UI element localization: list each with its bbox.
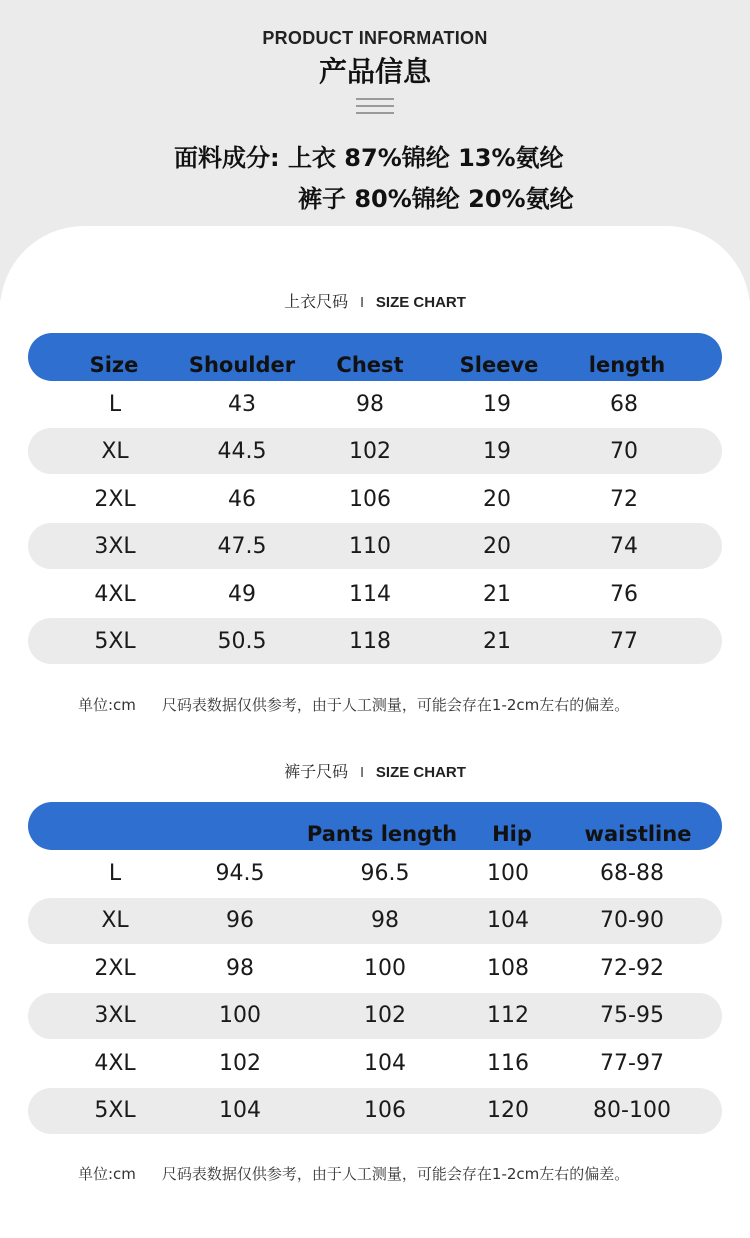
table-cell: 80-100 — [593, 1098, 671, 1123]
pants-title-en: SIZE CHART — [375, 764, 466, 781]
table-cell: 116 — [487, 1051, 529, 1076]
table-cell: 20 — [483, 534, 511, 559]
table-cell: 77 — [610, 629, 638, 654]
table-cell: 106 — [364, 1098, 406, 1123]
table-cell: 4XL — [94, 582, 136, 607]
table-cell: 5XL — [94, 1098, 136, 1123]
table-cell: 19 — [483, 392, 511, 417]
table-cell: L — [108, 392, 122, 417]
table-cell: 44.5 — [217, 439, 267, 464]
table-cell: 120 — [487, 1098, 529, 1123]
table-cell: 68 — [610, 392, 638, 417]
table-cell: 47.5 — [217, 534, 267, 559]
header-length: length — [588, 353, 666, 377]
table-cell: 3XL — [94, 534, 136, 559]
header-shoulder: Shoulder — [188, 353, 296, 377]
table-cell: 112 — [487, 1003, 529, 1028]
table-cell: 98 — [356, 392, 384, 417]
table-cell: 100 — [487, 861, 529, 886]
table-cell: XL — [101, 439, 129, 464]
table-cell: 21 — [483, 629, 511, 654]
table-cell: 118 — [349, 629, 391, 654]
title-cn: 产品信息 — [318, 55, 431, 88]
table-cell: 68-88 — [600, 861, 664, 886]
table-cell: 5XL — [94, 629, 136, 654]
table-cell: 72 — [610, 487, 638, 512]
table-cell: 104 — [219, 1098, 261, 1123]
table-cell: 102 — [364, 1003, 406, 1028]
measurement-note — [78, 1163, 629, 1184]
table-cell: 102 — [349, 439, 391, 464]
top-title-cn: 上衣尺码 — [284, 292, 349, 311]
table-cell: 19 — [483, 439, 511, 464]
table-cell: 94.5 — [215, 861, 265, 886]
note-unit: 单位:cm — [78, 696, 136, 714]
header-chest: Chest — [336, 353, 404, 377]
note-unit: 单位:cm — [78, 1165, 136, 1183]
fabric-line-pants: 裤子 80%锦纶 20%氨纶 — [298, 185, 574, 213]
table-cell: 2XL — [94, 956, 136, 981]
table-cell: 43 — [228, 392, 256, 417]
title-separator: I — [360, 296, 364, 311]
note-text: 尺码表数据仅供参考，由于人工测量，可能会存在1-2cm左右的偏差。 — [161, 1165, 630, 1183]
header-sleeve: Sleeve — [459, 353, 539, 377]
table-cell: 3XL — [94, 1003, 136, 1028]
table-cell: 2XL — [94, 487, 136, 512]
table-cell: 108 — [487, 956, 529, 981]
table-cell: 104 — [364, 1051, 406, 1076]
table-cell: 110 — [349, 534, 391, 559]
title-separator: I — [360, 766, 364, 781]
pants-size-chart-title — [0, 759, 750, 782]
table-cell: 77-97 — [600, 1051, 664, 1076]
table-cell: 102 — [219, 1051, 261, 1076]
table-cell: 98 — [226, 956, 254, 981]
table-cell: 21 — [483, 582, 511, 607]
table-cell: 72-92 — [600, 956, 664, 981]
table-cell: 70 — [610, 439, 638, 464]
menu-lines-icon — [356, 98, 394, 116]
table-cell: 96 — [226, 908, 254, 933]
table-cell: 106 — [349, 487, 391, 512]
table-cell: 75-95 — [600, 1003, 664, 1028]
header-hip: Hip — [492, 822, 532, 846]
title-en: PRODUCT INFORMATION — [262, 28, 488, 48]
table-cell: 74 — [610, 534, 638, 559]
top-title-en: SIZE CHART — [375, 294, 466, 311]
pants-title-cn: 裤子尺码 — [284, 762, 349, 781]
table-cell: 4XL — [94, 1051, 136, 1076]
table-cell: 114 — [349, 582, 391, 607]
table-cell: 104 — [487, 908, 529, 933]
table-cell: XL — [101, 908, 129, 933]
top-size-chart-title — [0, 289, 750, 312]
measurement-note — [78, 694, 629, 715]
table-cell: 49 — [228, 582, 256, 607]
header-waistline: waistline — [584, 822, 692, 846]
header-size: Size — [89, 353, 139, 377]
fabric-line-top: 面料成分: 上衣 87%锦纶 13%氨纶 — [174, 144, 564, 172]
table-cell: 50.5 — [217, 629, 267, 654]
table-cell: 96.5 — [360, 861, 410, 886]
table-cell: L — [108, 861, 122, 886]
table-cell: 46 — [228, 487, 256, 512]
table-cell: 70-90 — [600, 908, 664, 933]
table-cell: 20 — [483, 487, 511, 512]
header-pants-length: Pants length — [306, 822, 458, 846]
note-text: 尺码表数据仅供参考，由于人工测量，可能会存在1-2cm左右的偏差。 — [161, 696, 630, 714]
table-cell: 100 — [219, 1003, 261, 1028]
table-cell: 98 — [371, 908, 399, 933]
table-cell: 100 — [364, 956, 406, 981]
table-cell: 76 — [610, 582, 638, 607]
